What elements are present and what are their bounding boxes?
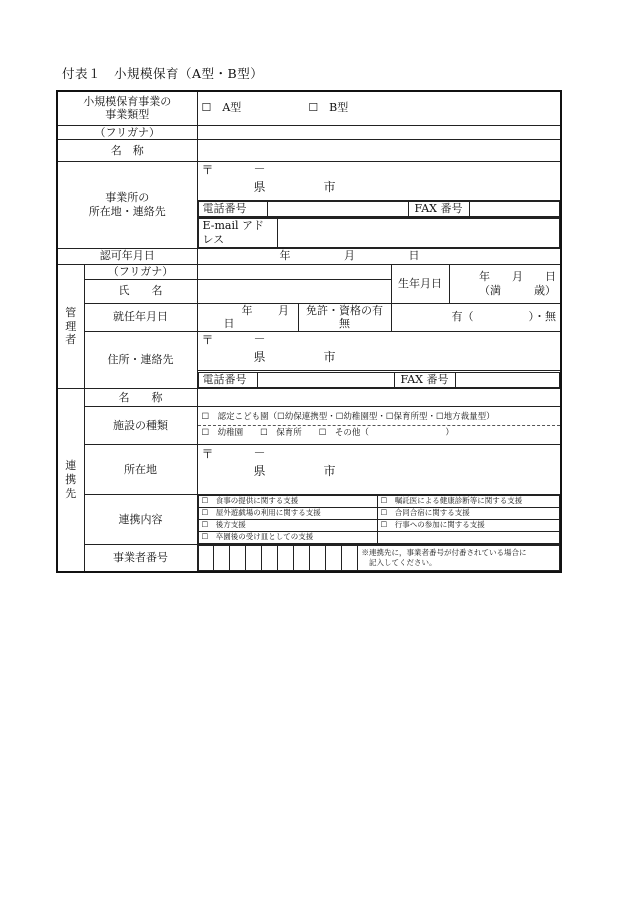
manager-furigana-label: （フリガナ） (84, 264, 197, 279)
birthdate-field[interactable]: 年 月 日 （満 歳） (449, 264, 561, 303)
content-option[interactable]: ☐ 後方支援 (199, 520, 377, 532)
manager-name-field[interactable] (197, 279, 391, 303)
manager-tel-label: 電話番号 (198, 372, 257, 387)
partner-name-label: 名 称 (84, 389, 197, 407)
content-option[interactable]: ☐ 行事への参加に関する支援 (378, 520, 560, 532)
manager-name-label: 氏 名 (84, 279, 197, 303)
manager-address-label: 住所・連絡先 (84, 332, 197, 389)
facility-type-options[interactable]: ☐ 認定こども園（☐幼保連携型・☐幼稚園型・☐保育所型・☐地方裁量型） ☐ 幼稚園 ☐ 保育所 ☐ その他（ ） (197, 407, 561, 445)
content-option[interactable]: ☐ 食事の提供に関する支援 (199, 496, 377, 508)
office-email-field[interactable] (277, 219, 560, 248)
manager-furigana-field[interactable] (197, 264, 391, 279)
content-right-list (377, 496, 560, 544)
office-tel-field[interactable] (267, 202, 408, 217)
approval-label: 認可年月日 (57, 248, 197, 264)
business-number-field[interactable] (198, 546, 357, 571)
birthdate-label: 生年月日 (391, 264, 449, 303)
partner-name-field[interactable] (197, 389, 561, 407)
partner-content-label: 連携内容 (84, 495, 197, 545)
start-date-label: 就任年月日 (84, 303, 197, 332)
business-number-note: ※連携先に，事業者番号が付番されている場合に 記入してください。 (357, 546, 560, 571)
name-field[interactable] (197, 140, 561, 162)
manager-section-label: 管 理 者 (57, 264, 84, 388)
postal-mark: 〒 (201, 163, 214, 178)
content-option[interactable]: ☐ 合同合宿に関する支援 (378, 508, 560, 520)
manager-fax-label: FAX 番号 (394, 372, 455, 387)
content-option[interactable]: ☐ 卒園後の受け皿としての支援 (201, 532, 314, 541)
content-left-list (198, 496, 377, 544)
license-field[interactable]: 有（ ）・無 (391, 303, 561, 332)
office-label: 事業所の 所在地・連絡先 (57, 162, 197, 249)
office-address-field[interactable]: 〒 － 県 市 (197, 162, 561, 201)
start-date-field[interactable]: 年 月 日 (223, 303, 289, 331)
name-label: 名 称 (57, 140, 197, 162)
approval-date-field[interactable]: 年 月 日 (197, 248, 561, 264)
manager-tel-field[interactable] (257, 372, 394, 387)
business-number-label: 事業者番号 (84, 545, 197, 573)
type-label: 小規模保育事業の 事業類型 (57, 91, 197, 125)
content-option[interactable]: ☐ 嘱託医による健康診断等に関する支援 (378, 496, 560, 508)
content-option[interactable]: ☐ 屋外遊戯場の利用に関する支援 (199, 508, 377, 520)
facility-type-label: 施設の種類 (84, 407, 197, 445)
type-a-checkbox[interactable]: ☐ A型 (201, 101, 242, 115)
license-label: 免許・資格の有無 (298, 304, 391, 332)
type-options (197, 91, 561, 125)
furigana-field[interactable] (197, 125, 561, 140)
manager-fax-field[interactable] (455, 372, 560, 387)
document-title: 付表１ 小規模保育（A型・B型） (62, 66, 264, 81)
furigana-label: （フリガナ） (57, 125, 197, 140)
application-form (56, 90, 562, 573)
partner-location-label: 所在地 (84, 445, 197, 495)
manager-address-field[interactable]: 〒 － 県 市 (197, 332, 561, 371)
office-fax-field[interactable] (469, 202, 560, 217)
office-tel-label: 電話番号 (198, 202, 267, 217)
partner-address-field[interactable]: 〒 － 県 市 (197, 445, 561, 495)
office-email-label: E-mail アドレス (198, 219, 277, 248)
type-b-checkbox[interactable]: ☐ B型 (308, 101, 349, 115)
partner-section-label: 連 携 先 (57, 389, 84, 573)
office-fax-label: FAX 番号 (408, 202, 469, 217)
